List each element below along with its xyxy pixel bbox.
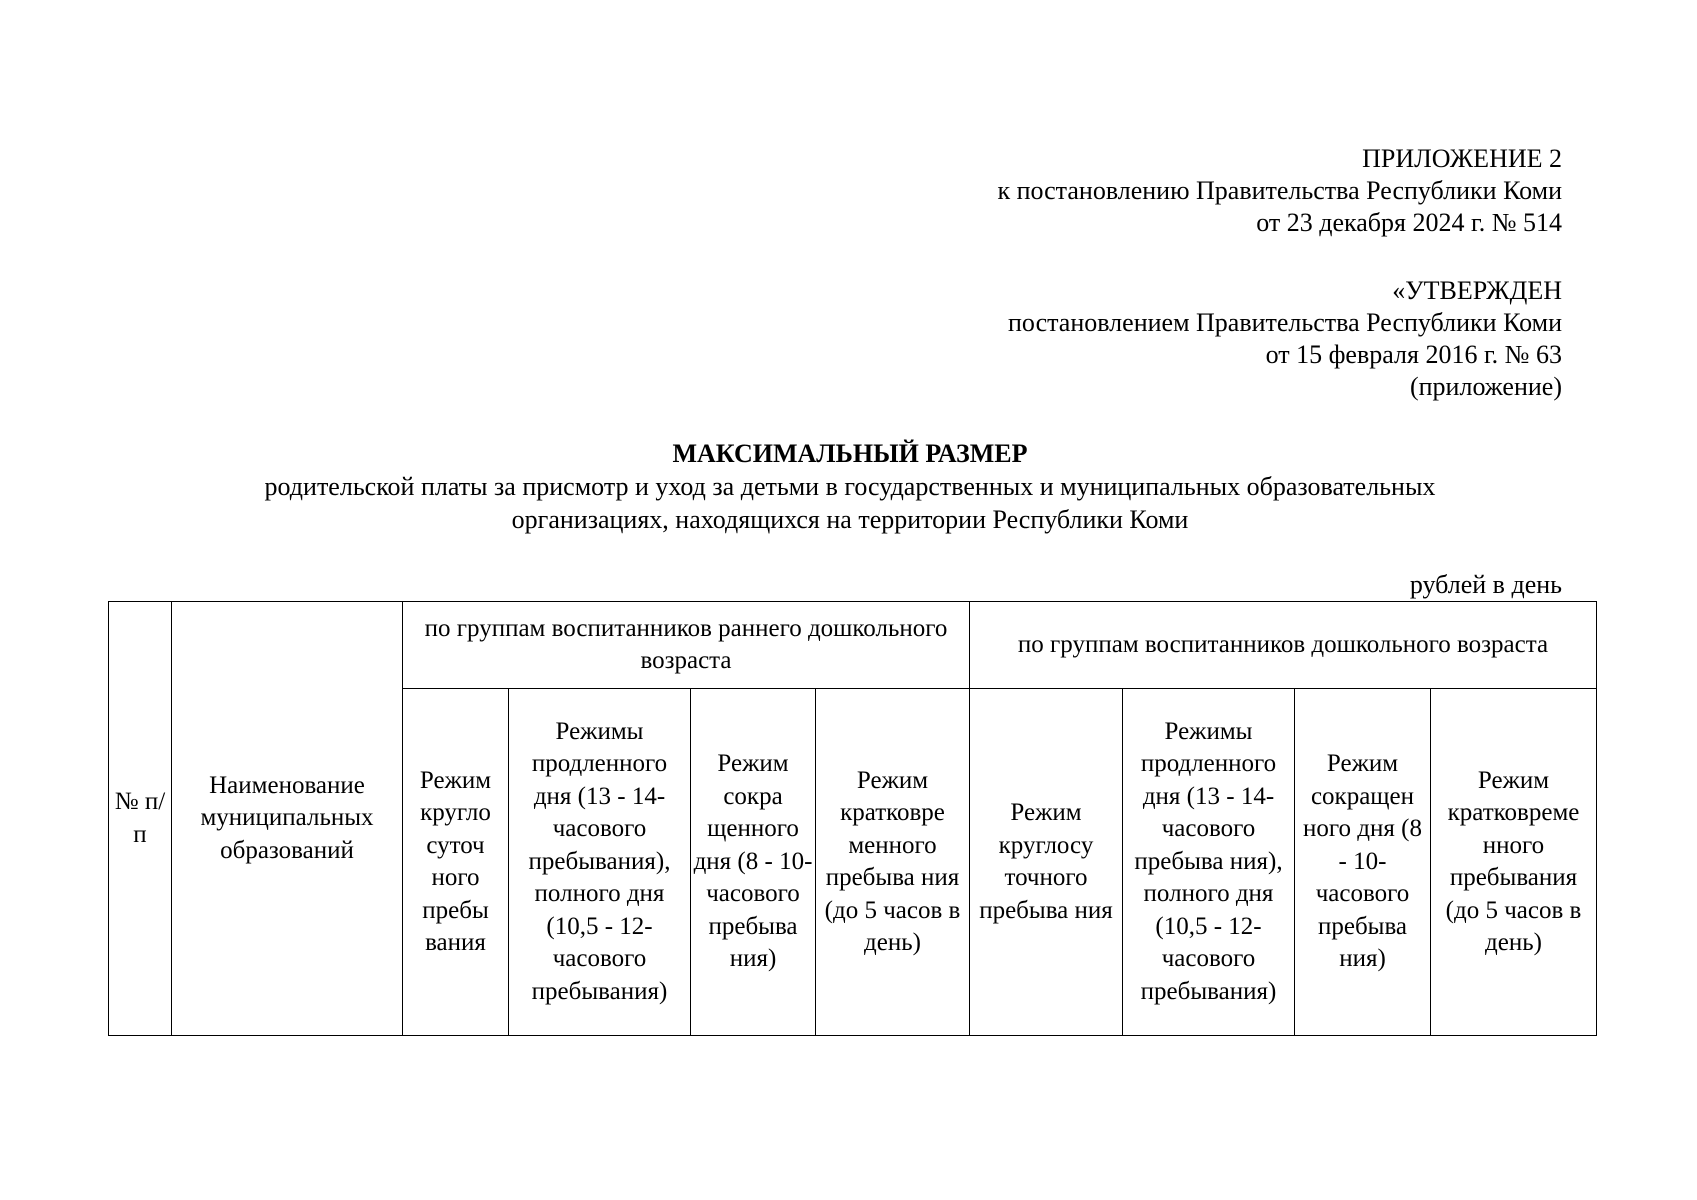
- table-header-row-1: [109, 602, 1597, 689]
- approval-note: (приложение): [1409, 372, 1562, 401]
- header-early-extended-full-day: Режимы продленного дня (13 - 14-часового пребывания), полного дня (10,5 - 12-часового пребывания): [509, 689, 691, 1036]
- header-preschool-short-stay: Режим кратковреме нного пребывания (до 5 часов в день): [1431, 689, 1597, 1036]
- fee-table: [108, 601, 1597, 1036]
- document-title: МАКСИМАЛЬНЫЙ РАЗМЕР: [672, 439, 1028, 468]
- header-number: № п/п: [109, 602, 172, 1036]
- units-label: рублей в день: [1409, 570, 1562, 599]
- header-group-early-age: по группам воспитанников раннего дошкольного возраста: [403, 602, 970, 689]
- appendix-date: от 23 декабря 2024 г. № 514: [1256, 208, 1562, 237]
- approval-label: «УТВЕРЖДЕН: [1392, 276, 1562, 305]
- approval-reference: постановлением Правительства Республики Коми: [1008, 308, 1562, 337]
- header-early-shortened-day: Режим сокра щенного дня (8 - 10-часового пребыва ния): [691, 689, 816, 1036]
- appendix-heading: [997, 143, 1562, 239]
- appendix-number: ПРИЛОЖЕНИЕ 2: [1362, 144, 1562, 173]
- header-preschool-shortened-day: Режим сокращен ного дня (8 - 10-часового пребыва ния): [1295, 689, 1431, 1036]
- header-early-short-stay: Режим кратковре менного пребыва ния (до 5 часов в день): [816, 689, 970, 1036]
- header-municipality: Наименование муниципальных образований: [172, 602, 403, 1036]
- header-early-round-the-clock: Режим кругло суточ ного пребы вания: [403, 689, 509, 1036]
- approval-stamp: [1008, 275, 1562, 403]
- appendix-reference: к постановлению Правительства Республики Коми: [997, 176, 1562, 205]
- header-preschool-extended-full-day: Режимы продленного дня (13 - 14-часового пребыва ния), полного дня (10,5 - 12-часового пребывания): [1123, 689, 1295, 1036]
- document-subtitle-line-2: организациях, находящихся на территории Республики Коми: [511, 505, 1189, 534]
- approval-date: от 15 февраля 2016 г. № 63: [1265, 340, 1562, 369]
- header-group-preschool-age: по группам воспитанников дошкольного возраста: [970, 602, 1597, 689]
- document-subtitle-line-1: родительской платы за присмотр и уход за детьми в государственных и муниципальных образовательных: [264, 472, 1436, 501]
- document-title-block: [110, 437, 1590, 536]
- header-preschool-round-the-clock: Режим круглосу точного пребыва ния: [970, 689, 1123, 1036]
